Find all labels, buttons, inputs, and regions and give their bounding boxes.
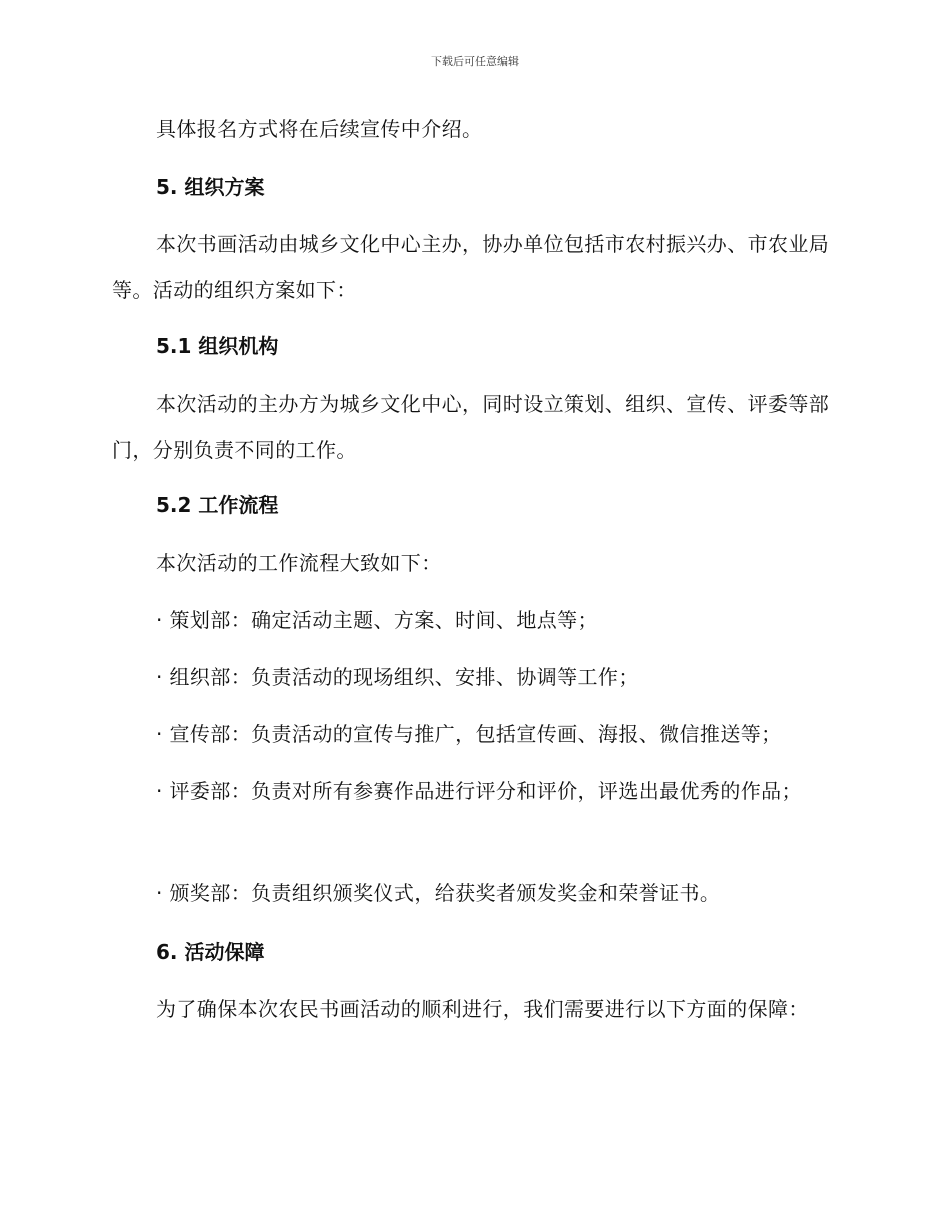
paragraph-organization-structure: 本次活动的主办方为城乡文化中心，同时设立策划、组织、宣传、评委等部门，分别负责不同的工作。 [112,392,830,462]
paragraph-signup: 具体报名方式将在后续宣传中介绍。 [156,117,483,141]
page-header: 下载后可任意编辑 [431,55,519,68]
heading-5: 5. 组织方案 [156,175,265,199]
list-item-organizing: · 组织部：负责活动的现场组织、安排、协调等工作； [156,665,639,689]
heading-5-1: 5.1 组织机构 [156,334,279,358]
paragraph-workflow-intro: 本次活动的工作流程大致如下： [156,551,442,575]
list-item-awards: · 颁奖部：负责组织颁奖仪式，给获奖者颁发奖金和荣誉证书。 [156,881,721,905]
paragraph-organization-intro: 本次书画活动由城乡文化中心主办，协办单位包括市农村振兴办、市农业局等。活动的组织方案如下： [112,232,830,302]
list-item-publicity: · 宣传部：负责活动的宣传与推广，包括宣传画、海报、微信推送等； [156,722,782,746]
paragraph-guarantee: 为了确保本次农民书画活动的顺利进行，我们需要进行以下方面的保障： [156,997,809,1021]
list-item-planning: · 策划部：确定活动主题、方案、时间、地点等； [156,608,598,632]
heading-5-2: 5.2 工作流程 [156,493,279,517]
heading-6: 6. 活动保障 [156,940,265,964]
list-item-judging: · 评委部：负责对所有参赛作品进行评分和评价，评选出最优秀的作品； [156,779,802,803]
